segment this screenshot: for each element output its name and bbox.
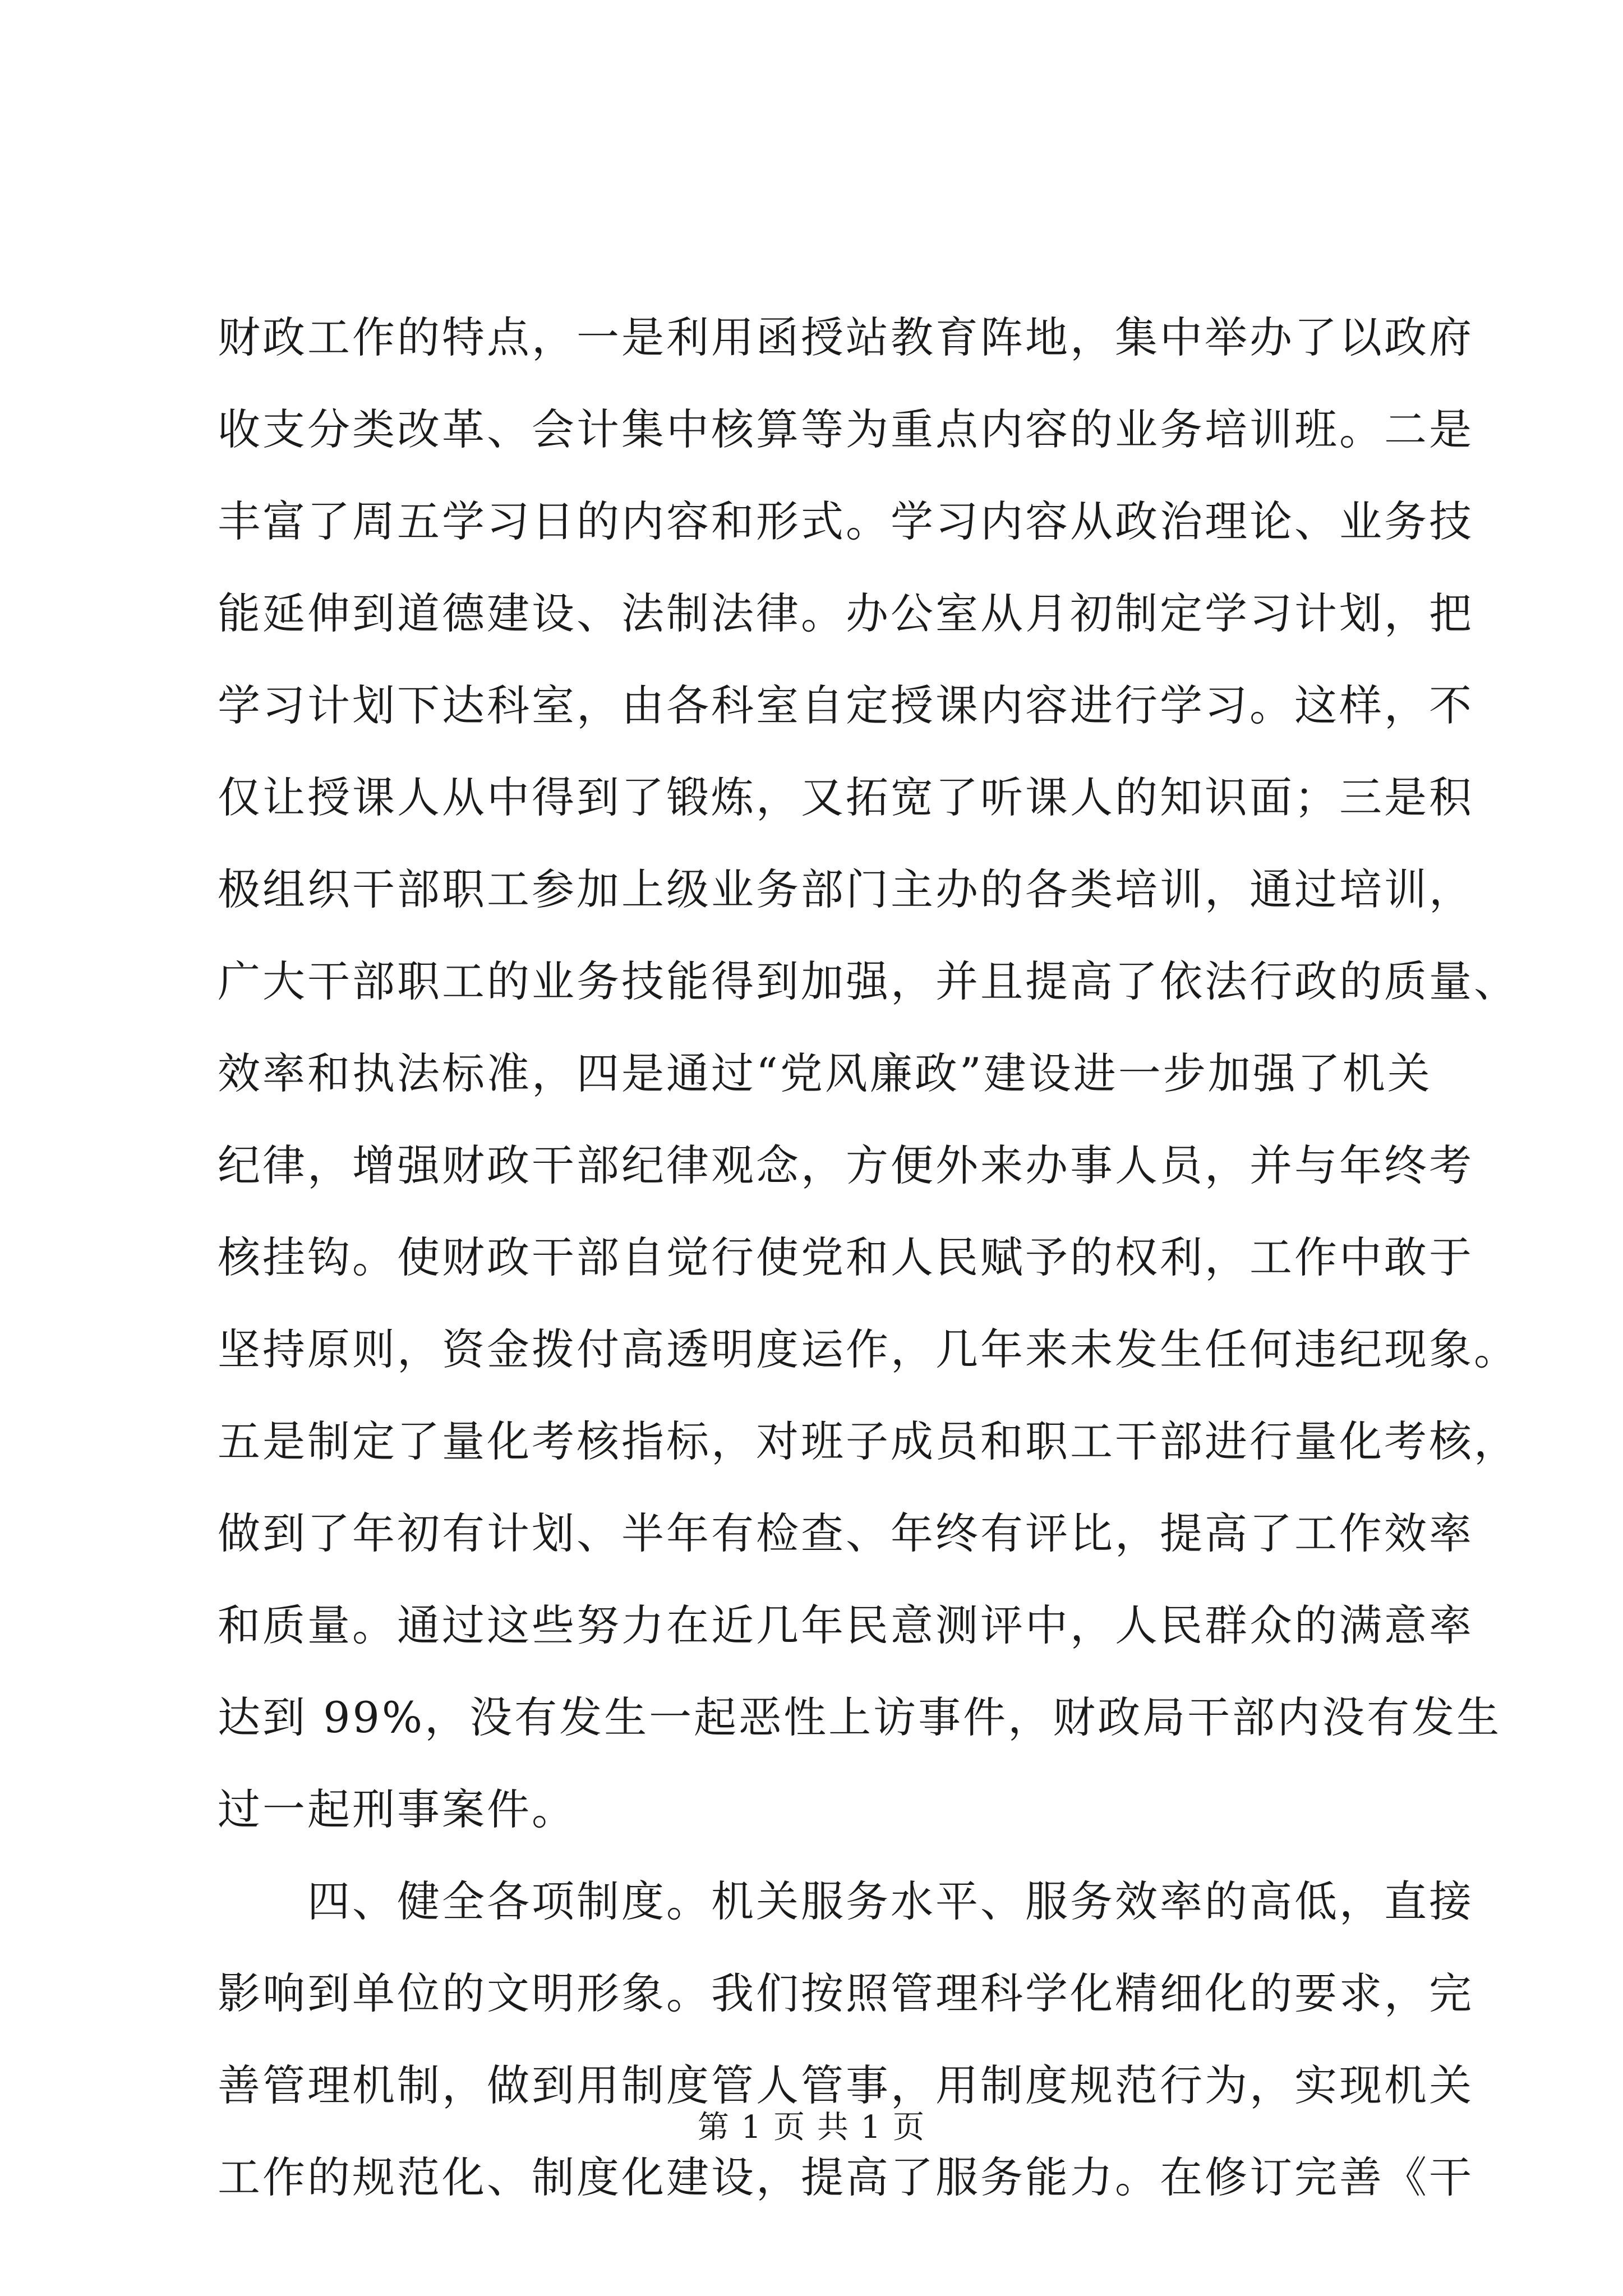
text-line: 达到 99%，没有发生一起恶性上访事件，财政局干部内没有发生 <box>218 1692 1502 1742</box>
text-line: 仅让授课人从中得到了锻炼，又拓宽了听课人的知识面；三是积 <box>218 772 1474 822</box>
paragraph-1 <box>218 292 1519 1856</box>
text-line: 纪律，增强财政干部纪律观念，方便外来办事人员，并与年终考 <box>218 1140 1474 1190</box>
text-line: 工作的规范化、制度化建设，提高了服务能力。在修订完善《干 <box>218 2152 1474 2202</box>
text-line: 财政工作的特点，一是利用函授站教育阵地，集中举办了以政府 <box>218 312 1474 362</box>
document-body <box>218 292 1519 2224</box>
text-line: 丰富了周五学习日的内容和形式。学习内容从政治理论、业务技 <box>218 496 1474 546</box>
page-footer: 第 1 页 共 1 页 <box>697 2109 926 2146</box>
text-line: 和质量。通过这些努力在近几年民意测评中，人民群众的满意率 <box>218 1600 1474 1650</box>
text-line: 影响到单位的文明形象。我们按照管理科学化精细化的要求，完 <box>218 1968 1474 2018</box>
text-line: 效率和执法标准，四是通过“党风廉政”建设进一步加强了机关 <box>218 1048 1432 1098</box>
text-line: 做到了年初有计划、半年有检查、年终有评比，提高了工作效率 <box>218 1508 1474 1558</box>
text-line: 核挂钩。使财政干部自觉行使党和人民赋予的权利，工作中敢于 <box>218 1232 1474 1282</box>
text-line: 能延伸到道德建设、法制法律。办公室从月初制定学习计划，把 <box>218 588 1474 638</box>
text-line: 善管理机制，做到用制度管人管事，用制度规范行为，实现机关 <box>218 2060 1474 2110</box>
text-line: 收支分类改革、会计集中核算等为重点内容的业务培训班。二是 <box>218 404 1474 454</box>
text-line: 学习计划下达科室，由各科室自定授课内容进行学习。这样，不 <box>218 680 1474 730</box>
text-line: 极组织干部职工参加上级业务部门主办的各类培训，通过培训， <box>218 864 1474 914</box>
paragraph-2 <box>218 1856 1474 2224</box>
text-line: 广大干部职工的业务技能得到加强，并且提高了依法行政的质量、 <box>218 956 1519 1006</box>
text-line: 四、健全各项制度。机关服务水平、服务效率的高低，直接 <box>307 1876 1474 1926</box>
text-line: 五是制定了量化考核指标，对班子成员和职工干部进行量化考核， <box>218 1416 1519 1466</box>
text-line: 坚持原则，资金拨付高透明度运作，几年来未发生任何违纪现象。 <box>218 1324 1519 1374</box>
text-line: 过一起刑事案件。 <box>218 1784 577 1834</box>
